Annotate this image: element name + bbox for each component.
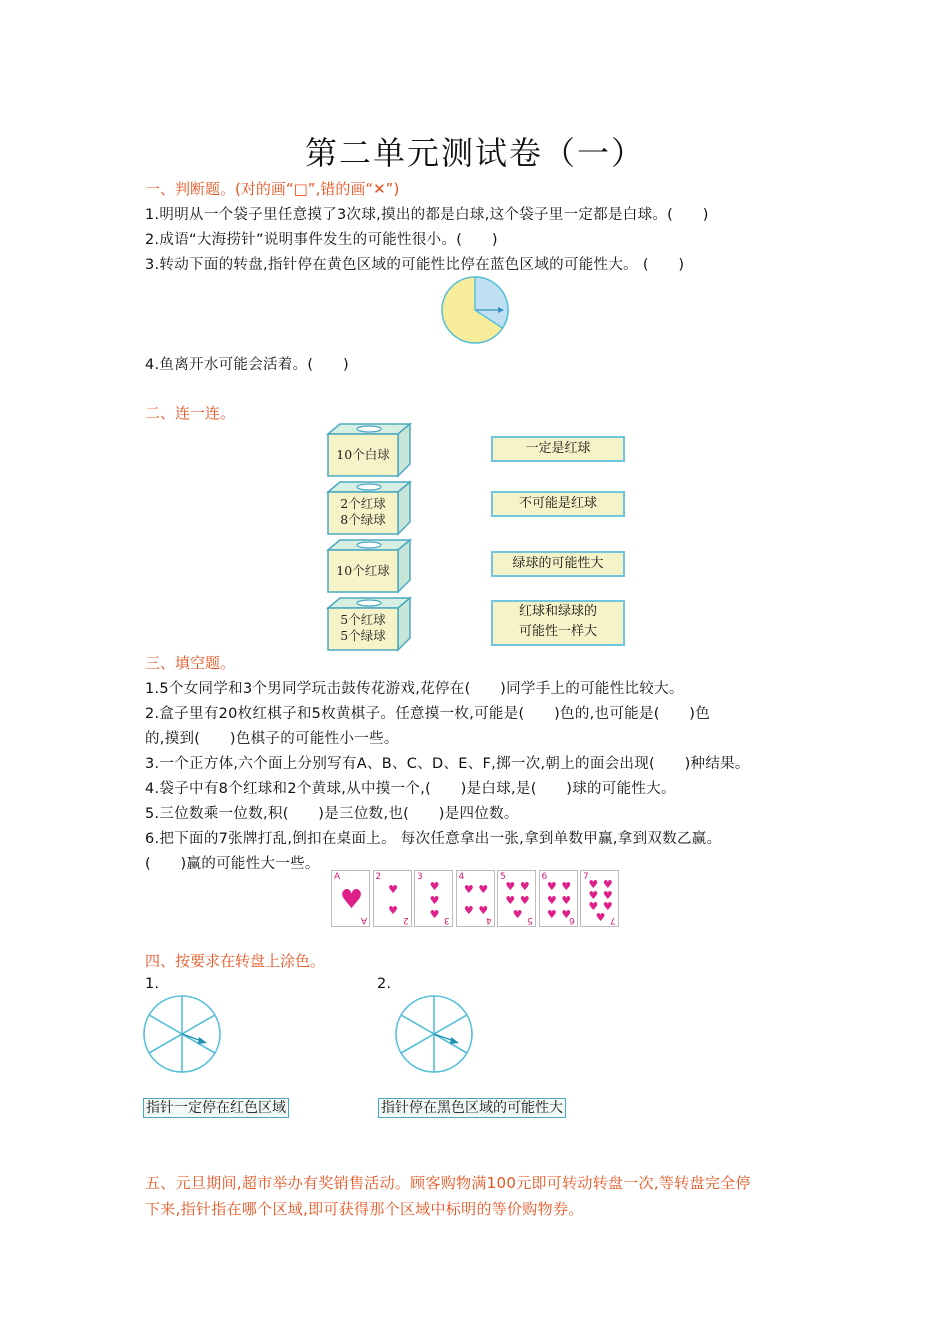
ball-box-3-line1: 10个红球 <box>336 563 390 578</box>
playing-card-7 <box>580 870 619 927</box>
heart-icon: ♥ <box>595 911 606 924</box>
playing-card-4 <box>456 870 495 927</box>
heart-icon: ♥ <box>478 904 489 917</box>
heart-icon: ♥ <box>339 885 364 915</box>
heart-icon: ♥ <box>505 893 516 907</box>
spinner-yellow-blue <box>438 274 512 346</box>
card-rank: 6 <box>541 872 548 882</box>
ball-box-2-line1: 2个红球 <box>340 496 386 511</box>
ball-box-3 <box>326 538 412 594</box>
section3-heading: 三、填空题。 <box>145 654 236 672</box>
section3-q3: 3.一个正方体,六个面上分别写有A、B、C、D、E、F,掷一次,朝上的面会出现( )种结果。 <box>145 756 750 772</box>
heart-icon: ♥ <box>602 878 613 891</box>
ball-box-4 <box>326 596 412 652</box>
answer-box-1 <box>491 436 625 462</box>
section4-number-2: 2. <box>377 976 392 992</box>
ball-box-1 <box>326 422 412 478</box>
ball-box-4-line1: 5个红球 <box>340 612 386 627</box>
section5-line2: 下来,指针指在哪个区域,即可获得那个区域中标明的等价购物券。 <box>145 1200 584 1218</box>
ball-box-2 <box>326 480 412 536</box>
wheel-2 <box>393 993 475 1075</box>
heart-icon: ♥ <box>388 904 398 917</box>
heart-icon: ♥ <box>561 893 572 907</box>
section3-q5: 5.三位数乘一位数,积( )是三位数,也( )是四位数。 <box>145 806 519 822</box>
heart-icon: ♥ <box>505 879 516 893</box>
card-rank: 3 <box>417 872 423 882</box>
answer-box-2-line1: 不可能是红球 <box>518 496 597 511</box>
section3-q1: 1.5个女同学和3个男同学玩击鼓传花游戏,花停在( )同学手上的可能性比较大。 <box>145 681 684 697</box>
wheel-2-label: 指针停在黑色区域的可能性大 <box>378 1098 566 1118</box>
heart-icon: ♥ <box>512 907 523 921</box>
ball-box-2-line2: 8个绿球 <box>340 512 386 527</box>
heart-icon: ♥ <box>429 879 440 893</box>
heart-icon: ♥ <box>429 893 440 907</box>
card-rank: 4 <box>458 872 465 882</box>
heart-icon: ♥ <box>546 893 557 907</box>
card-rank-bottom: 4 <box>485 915 492 925</box>
heart-icon: ♥ <box>429 907 440 921</box>
answer-box-3-line1: 绿球的可能性大 <box>512 556 604 571</box>
section1-q2: 2.成语“大海捞针”说明事件发生的可能性很小。( ) <box>145 232 498 248</box>
section5-line1: 五、元旦期间,超市举办有奖销售活动。顾客购物满100元即可转动转盘一次,等转盘完全停 <box>145 1174 751 1192</box>
playing-card-6 <box>539 870 578 927</box>
card-rank-bottom: 7 <box>610 915 616 925</box>
answer-box-3 <box>491 551 625 577</box>
heart-icon: ♥ <box>588 900 599 913</box>
answer-box-4-line1: 红球和绿球的 <box>518 604 597 619</box>
ball-box-1-line1: 10个白球 <box>336 447 390 462</box>
answer-box-2 <box>491 491 625 517</box>
section3-q6b: ( )赢的可能性大一些。 <box>145 856 320 872</box>
card-rank-bottom: 5 <box>527 915 533 925</box>
section4-number-1: 1. <box>145 976 160 992</box>
card-rank-bottom: A <box>360 915 367 925</box>
heart-icon: ♥ <box>478 883 489 896</box>
card-rank-bottom: 6 <box>568 915 575 925</box>
section3-q6a: 6.把下面的7张牌打乱,倒扣在桌面上。 每次任意拿出一张,拿到单数甲赢,拿到双数乙赢。 <box>145 831 722 847</box>
playing-card-A <box>331 870 370 927</box>
section1-heading: 一、判断题。(对的画“□”,错的画“✕”) <box>145 180 400 198</box>
heart-icon: ♥ <box>519 893 530 907</box>
heart-icon: ♥ <box>588 889 599 902</box>
heart-icon: ♥ <box>546 907 557 921</box>
wheel-1-label: 指针一定停在红色区域 <box>143 1098 289 1118</box>
section1-q1: 1.明明从一个袋子里任意摸了3次球,摸出的都是白球,这个袋子里一定都是白球。( ) <box>145 207 709 223</box>
card-rank: A <box>334 872 341 882</box>
section1-q3: 3.转动下面的转盘,指针停在黄色区域的可能性比停在蓝色区域的可能性大。 ( ) <box>145 257 685 273</box>
heart-icon: ♥ <box>388 883 398 896</box>
page-title: 第二单元测试卷（一） <box>304 134 645 172</box>
heart-icon: ♥ <box>519 879 530 893</box>
section1-q4: 4.鱼离开水可能会活着。( ) <box>145 357 349 373</box>
section4-heading: 四、按要求在转盘上涂色。 <box>145 952 326 970</box>
card-rank: 2 <box>375 872 382 882</box>
heart-icon: ♥ <box>561 879 572 893</box>
heart-icon: ♥ <box>602 900 613 913</box>
answer-box-4 <box>491 600 625 646</box>
playing-card-5 <box>497 870 536 927</box>
answer-box-4-line2: 可能性一样大 <box>518 624 597 639</box>
card-rank: 5 <box>500 872 506 882</box>
heart-icon: ♥ <box>546 879 557 893</box>
playing-card-2 <box>373 870 412 927</box>
section3-q4: 4.袋子中有8个红球和2个黄球,从中摸一个,( )是白球,是( )球的可能性大。 <box>145 781 676 797</box>
heart-icon: ♥ <box>463 883 474 896</box>
ball-box-4-line2: 5个绿球 <box>340 628 386 643</box>
section3-q2b: 的,摸到( )色棋子的可能性小一些。 <box>145 731 399 747</box>
card-rank-bottom: 3 <box>444 915 450 925</box>
card-rank-bottom: 2 <box>402 915 409 925</box>
heart-icon: ♥ <box>602 889 613 902</box>
playing-card-3 <box>414 870 453 927</box>
heart-icon: ♥ <box>463 904 474 917</box>
section3-q2a: 2.盒子里有20枚红棋子和5枚黄棋子。任意摸一枚,可能是( )色的,也可能是( )色 <box>145 706 711 722</box>
heart-icon: ♥ <box>588 878 599 891</box>
section2-heading: 二、连一连。 <box>145 404 236 422</box>
wheel-1 <box>141 993 223 1075</box>
heart-icon: ♥ <box>561 907 572 921</box>
card-rank: 7 <box>583 872 589 882</box>
answer-box-1-line1: 一定是红球 <box>525 441 591 456</box>
